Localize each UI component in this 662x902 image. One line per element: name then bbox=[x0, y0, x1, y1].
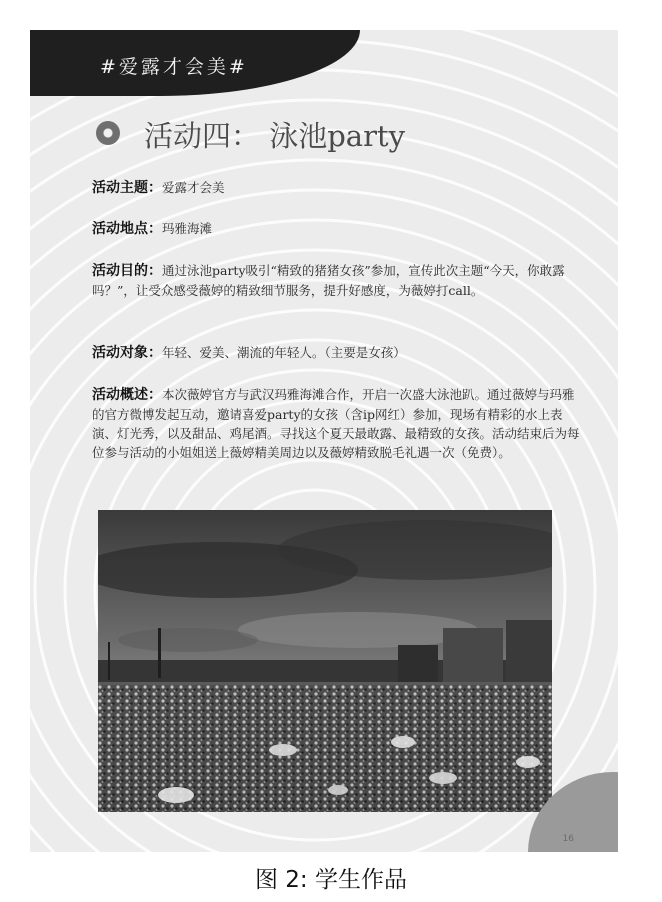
field-overview bbox=[92, 385, 582, 462]
field-value: 爱露才会美 bbox=[162, 180, 225, 195]
field-value: 年轻、爱美、潮流的年轻人。（主要是女孩） bbox=[162, 345, 406, 360]
field-label: 活动地点： bbox=[92, 221, 162, 237]
field-label: 活动目的： bbox=[92, 263, 162, 279]
field-value: 通过泳池party吸引“精致的猪猪女孩”参加，宣传此次主题“今天，你敢露吗？”，让受众感受薇婷的精致细节服务，提升好感度，为薇婷打call。 bbox=[92, 263, 565, 298]
figure-caption: 图 2: 学生作品 bbox=[254, 867, 407, 893]
pool-party-photo bbox=[98, 510, 552, 812]
field-value: 玛雅海滩 bbox=[162, 221, 213, 236]
field-label: 活动对象： bbox=[92, 345, 162, 361]
document-page bbox=[30, 30, 618, 852]
activity-heading: 活动四： 泳池party bbox=[144, 119, 405, 153]
banner-title: #爱露才会美# bbox=[100, 56, 248, 78]
field-purpose bbox=[92, 261, 582, 300]
field-label: 活动概述： bbox=[92, 387, 162, 403]
field-audience bbox=[92, 343, 582, 363]
field-value: 本次薇婷官方与武汉玛雅海滩合作，开启一次盛大泳池趴。通过薇婷与玛雅的官方微博发起互动，邀请喜爱party的女孩（含ip网红）参加，现场有精彩的水上表演、灯光秀，以及甜品、鸡尾酒。寻找这个夏天最敢露、最精致的女孩。活动结束后为每位参与活动的小姐姐送上薇婷精美周边以及薇婷精致脱毛礼遇一次（免费）。 bbox=[92, 387, 580, 460]
page-number: 16 bbox=[562, 834, 574, 844]
field-location bbox=[92, 219, 582, 239]
heading-bullet-icon bbox=[96, 121, 120, 145]
field-theme bbox=[92, 178, 582, 198]
field-label: 活动主题： bbox=[92, 180, 162, 196]
